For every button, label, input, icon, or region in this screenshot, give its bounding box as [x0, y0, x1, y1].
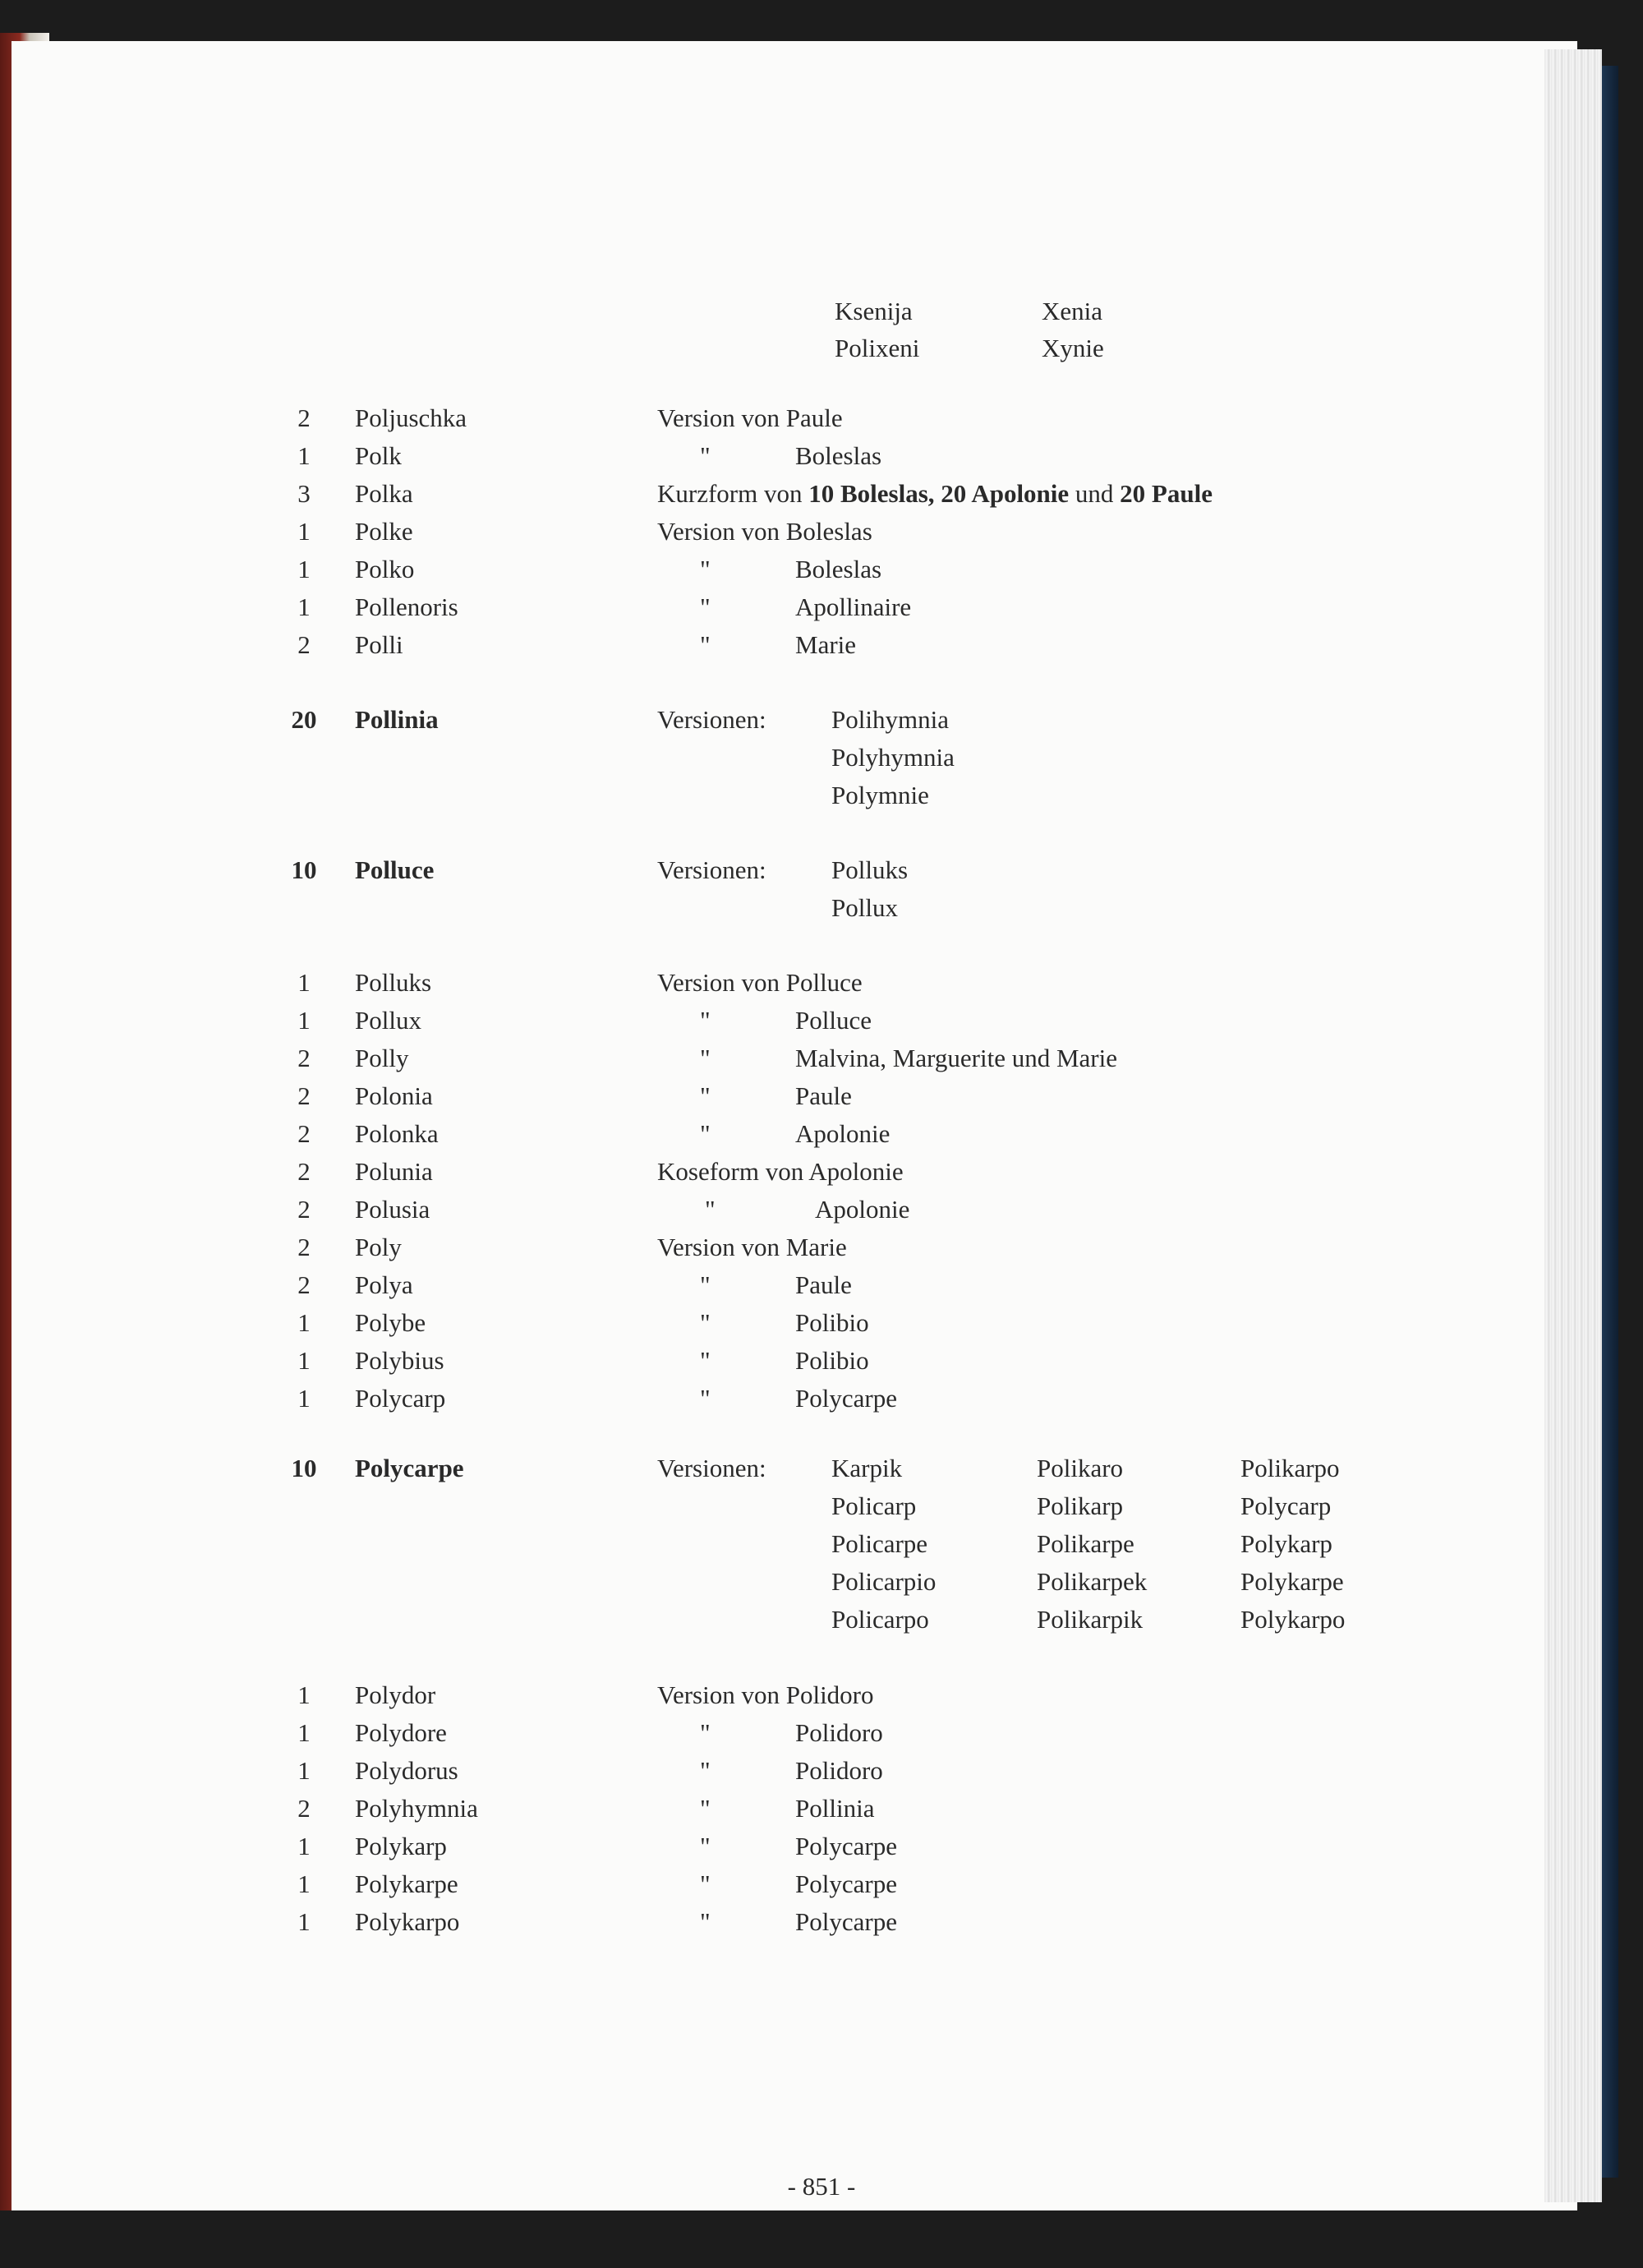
entry-name: Polko — [355, 555, 415, 583]
entry-name: Polluks — [355, 968, 432, 997]
entry-row — [0, 964, 1643, 1002]
version-item: Policarpio — [831, 1567, 937, 1596]
ditto-mark: " — [700, 1869, 711, 1898]
entry-name: Polybius — [355, 1346, 444, 1375]
entry-name: Polydor — [355, 1680, 436, 1709]
entry-row — [0, 1304, 1643, 1342]
entry-name: Polybe — [355, 1308, 426, 1337]
entry-row — [0, 1865, 1643, 1903]
entry-count: 2 — [297, 1081, 311, 1110]
entry-count: 1 — [297, 1718, 311, 1747]
ditto-mark: " — [700, 592, 711, 621]
version-item: Polikarpo — [1240, 1454, 1340, 1482]
main-entry-row — [0, 701, 1643, 739]
entry-count: 1 — [297, 441, 311, 470]
entry-name: Polluce — [355, 855, 435, 884]
entry-row — [0, 1342, 1643, 1380]
entry-name: Polunia — [355, 1157, 433, 1186]
entry-reference: Marie — [795, 630, 857, 659]
entry-name: Pollenoris — [355, 592, 458, 621]
entry-name: Poljuschka — [355, 403, 467, 432]
entry-name: Polydore — [355, 1718, 447, 1747]
entry-row — [0, 1228, 1643, 1266]
version-row — [0, 777, 1643, 814]
continuation-row — [0, 293, 1643, 330]
entry-count: 1 — [297, 592, 311, 621]
entry-row — [0, 1077, 1643, 1115]
entry-count: 1 — [297, 517, 311, 546]
versions-label: Versionen: — [657, 705, 766, 734]
page-number: - 851 - — [787, 2172, 856, 2201]
entry-row — [0, 1153, 1643, 1191]
entry-name: Poly — [355, 1233, 402, 1261]
entry-count: 2 — [297, 1119, 311, 1148]
ditto-mark: " — [700, 1081, 711, 1110]
entry-reference: Apolonie — [795, 1119, 891, 1148]
entry-reference: Polibio — [795, 1346, 869, 1375]
continuation-row — [0, 330, 1643, 367]
entry-name: Polyhymnia — [355, 1794, 478, 1823]
ditto-mark: " — [700, 630, 711, 659]
entry-count: 2 — [297, 1157, 311, 1186]
entry-description: Version von Marie — [657, 1233, 847, 1261]
entry-reference: Polidoro — [795, 1718, 883, 1747]
entry-row — [0, 1828, 1643, 1865]
entry-row — [0, 1676, 1643, 1714]
ditto-mark: " — [700, 1346, 711, 1375]
entry-description: Version von Paule — [657, 403, 843, 432]
version-item: Polykarpe — [1240, 1567, 1344, 1596]
entry-name: Polly — [355, 1044, 409, 1072]
entry-reference: Polycarpe — [795, 1832, 897, 1860]
version-item: Polikarp — [1037, 1491, 1124, 1520]
entry-name: Polonia — [355, 1081, 433, 1110]
entry-row — [0, 1903, 1643, 1941]
version-row — [0, 1563, 1643, 1601]
entry-row — [0, 551, 1643, 588]
entry-name: Polli — [355, 630, 403, 659]
entry-count: 2 — [297, 1794, 311, 1823]
entry-description: Version von Boleslas — [657, 517, 872, 546]
entry-reference: Boleslas — [795, 441, 882, 470]
entry-count: 1 — [297, 1907, 311, 1936]
ditto-mark: " — [700, 441, 711, 470]
entry-row — [0, 588, 1643, 626]
entry-row — [0, 626, 1643, 664]
entry-row — [0, 1115, 1643, 1153]
entry-row — [0, 1266, 1643, 1304]
entry-count: 2 — [297, 1044, 311, 1072]
entry-count: 1 — [297, 968, 311, 997]
version-item: Karpik — [831, 1454, 903, 1482]
entry-row — [0, 1790, 1643, 1828]
version-row — [0, 889, 1643, 927]
entry-reference: Polycarpe — [795, 1869, 897, 1898]
versions-label: Versionen: — [657, 855, 766, 884]
entry-row — [0, 1002, 1643, 1040]
entry-reference: Malvina, Marguerite und Marie — [795, 1044, 1117, 1072]
entry-row — [0, 437, 1643, 475]
entry-name: Polykarpe — [355, 1869, 458, 1898]
ditto-mark: " — [700, 1384, 711, 1413]
entry-count: 2 — [297, 403, 311, 432]
entry-reference: Polycarpe — [795, 1384, 897, 1413]
entry-name: Pollux — [355, 1006, 421, 1035]
entry-row — [0, 1714, 1643, 1752]
entry-row — [0, 475, 1643, 513]
entry-count: 1 — [297, 1869, 311, 1898]
version-item: Polikarpek — [1037, 1567, 1148, 1596]
entry-count: 10 — [291, 1454, 317, 1482]
entry-count: 3 — [297, 479, 311, 508]
ditto-mark: " — [700, 1756, 711, 1785]
ditto-mark: " — [700, 1119, 711, 1148]
entry-name: Polka — [355, 479, 413, 508]
versions-label: Versionen: — [657, 1454, 766, 1482]
entry-count: 2 — [297, 1195, 311, 1224]
entry-name: Polusia — [355, 1195, 430, 1224]
entry-reference: Paule — [795, 1081, 852, 1110]
entry-name: Polykarpo — [355, 1907, 460, 1936]
version-row — [0, 739, 1643, 777]
entry-row — [0, 1752, 1643, 1790]
entry-count: 2 — [297, 1233, 311, 1261]
entry-row — [0, 399, 1643, 437]
entry-count: 1 — [297, 1384, 311, 1413]
ditto-mark: " — [700, 1006, 711, 1035]
entry-reference: Apolonie — [815, 1195, 910, 1224]
kurzform-prefix: Kurzform von — [657, 479, 809, 508]
entry-row — [0, 513, 1643, 551]
version-row — [0, 1525, 1643, 1563]
main-entry-row — [0, 851, 1643, 889]
entry-reference: Apollinaire — [795, 592, 912, 621]
entry-name: Pollinia — [355, 705, 439, 734]
ditto-mark: " — [700, 1718, 711, 1747]
entry-name: Polycarp — [355, 1384, 446, 1413]
version-row — [0, 1601, 1643, 1639]
entry-name: Polya — [355, 1270, 413, 1299]
entry-reference: Polidoro — [795, 1756, 883, 1785]
version-item: Polluks — [831, 855, 909, 884]
version-item: Polykarp — [1240, 1529, 1332, 1558]
version-item: Polykarpo — [1240, 1605, 1346, 1634]
continuation-version: Xynie — [1042, 334, 1104, 362]
entry-name: Polke — [355, 517, 413, 546]
entry-count: 2 — [297, 630, 311, 659]
entry-count: 1 — [297, 1346, 311, 1375]
ditto-mark: " — [700, 555, 711, 583]
ditto-mark: " — [700, 1308, 711, 1337]
entry-row — [0, 1040, 1643, 1077]
entry-count: 1 — [297, 1680, 311, 1709]
version-item: Polikaro — [1037, 1454, 1124, 1482]
entry-count: 1 — [297, 1006, 311, 1035]
entry-reference: Pollinia — [795, 1794, 875, 1823]
entry-reference: Boleslas — [795, 555, 882, 583]
ditto-mark: " — [700, 1044, 711, 1072]
main-entry-row — [0, 1450, 1643, 1487]
entry-row — [0, 1380, 1643, 1418]
version-item: Policarp — [831, 1491, 917, 1520]
version-item: Polymnie — [831, 781, 929, 809]
entry-count: 1 — [297, 1832, 311, 1860]
entry-count: 20 — [291, 705, 317, 734]
version-item: Policarpe — [831, 1529, 928, 1558]
entry-count: 1 — [297, 555, 311, 583]
kurzform-bold-ref: 20 Paule — [1120, 479, 1213, 508]
entry-reference: Paule — [795, 1270, 852, 1299]
entry-name: Polonka — [355, 1119, 439, 1148]
continuation-version: Ksenija — [835, 297, 913, 325]
kurzform-connector: und — [1069, 479, 1121, 508]
entry-name: Polykarp — [355, 1832, 447, 1860]
entry-count: 10 — [291, 855, 317, 884]
entry-name: Polydorus — [355, 1756, 458, 1785]
entry-row — [0, 1191, 1643, 1228]
ditto-mark: " — [700, 1832, 711, 1860]
ditto-mark: " — [700, 1270, 711, 1299]
continuation-version: Xenia — [1042, 297, 1103, 325]
entry-description: Version von Polidoro — [657, 1680, 874, 1709]
entry-count: 1 — [297, 1308, 311, 1337]
entry-reference: Polycarpe — [795, 1907, 897, 1936]
entry-name: Polycarpe — [355, 1454, 464, 1482]
version-item: Polikarpik — [1037, 1605, 1144, 1634]
ditto-mark: " — [700, 1794, 711, 1823]
version-item: Policarpo — [831, 1605, 929, 1634]
version-item: Pollux — [831, 893, 898, 922]
version-item: Polyhymnia — [831, 743, 955, 772]
entry-reference: Polibio — [795, 1308, 869, 1337]
continuation-version: Polixeni — [835, 334, 920, 362]
entry-count: 2 — [297, 1270, 311, 1299]
version-item: Polikarpe — [1037, 1529, 1134, 1558]
entry-description — [657, 475, 1213, 513]
version-row — [0, 1487, 1643, 1525]
kurzform-bold-refs: 10 Boleslas, 20 Apolonie — [808, 479, 1070, 508]
entry-description: Version von Polluce — [657, 968, 863, 997]
ditto-mark: " — [705, 1195, 716, 1224]
entry-name: Polk — [355, 441, 402, 470]
entry-description: Koseform von Apolonie — [657, 1157, 904, 1186]
ditto-mark: " — [700, 1907, 711, 1936]
version-item: Polihymnia — [831, 705, 949, 734]
entry-reference: Polluce — [795, 1006, 872, 1035]
version-item: Polycarp — [1240, 1491, 1332, 1520]
entry-count: 1 — [297, 1756, 311, 1785]
